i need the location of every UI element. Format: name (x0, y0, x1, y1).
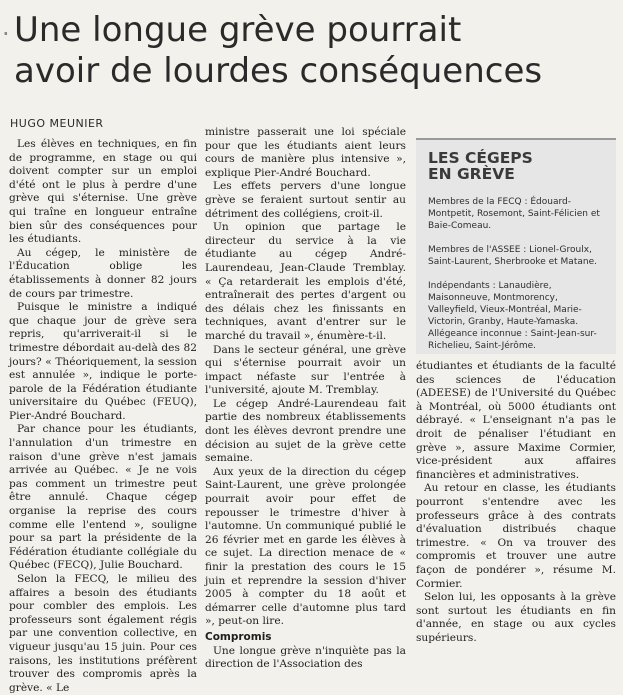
paragraph: Un opinion que partage le directeur du service à la vie étudiante au cégep André-Laurendeau, Jean-Claude Tremblay. « Ça retarderait les emplois d'été, entraînerait des pertes d'argent ou des délais chez les finissants en techniques, avant d'entrer sur le marché du travail », énumère-t-il. (205, 221, 406, 342)
byline: HUGO MEUNIER (10, 117, 104, 130)
paragraph: Puisque le ministre a indiqué que chaque jour de grève sera repris, qu'arriverait-il si le trimestre débordait au-delà des 82 jours? « Théoriquement, la session est annulée », indique le porte-parole de la Fédération étudiante universitaire du Québec (FEUQ), Pier-André Bouchard. (9, 301, 197, 422)
paragraph: Dans le secteur général, une grève qui s'éternise pourrait avoir un impact néfaste sur l'entrée à l'université, ajoute M. Tremblay. (205, 343, 406, 397)
sidebar-title (428, 150, 608, 182)
headline-line-2: avoir de lourdes conséquences (14, 51, 543, 91)
article-headline (2, 10, 614, 92)
sidebar-fecq-members: Membres de la FECQ : Édouard-Montpetit, Rosemont, Saint-Félicien et Baie-Comeau. (428, 197, 600, 231)
paragraph: Le cégep André-Laurendeau fait partie des nombreux établissements dont les élèves devront prendre une décision au sujet de la grève cette semaine. (205, 397, 406, 465)
paragraph: ministre passerait une loi spéciale pour que les étudiants aient leurs cours de manière plus intensive », explique Pier-André Bouchard. (205, 126, 406, 179)
sidebar-box (416, 138, 616, 354)
sidebar-independants: Indépendants : Lanaudière, Maisonneuve, Montmorency, Valleyfield, Vieux-Montréal, Marie-Victorin, Granby, Haute-Yamaska. (428, 281, 582, 327)
paragraph: Selon la FECQ, le milieu des affaires a besoin des étudiants pour combler des emplois. Les professeurs sont également régis par une convention collective, en vigueur jusqu'au 15 juin. Pour ces raisons, les institutions préfèrent trouver des compromis après la grève. « Le (9, 573, 197, 694)
paragraph: Aux yeux de la direction du cégep Saint-Laurent, une grève prolongée pourrait avoir pour effet de repousser le trimestre d'hiver à l'automne. Un communiqué publié le 26 février met en garde les élèves à ce sujet. La direction menace de « finir la prestation des cours le 15 juin et reprendre la session d'hiver 2005 à compter du 18 août et démarrer celle d'automne plus tard », peut-on lire. (205, 465, 406, 628)
article-column-1 (9, 138, 197, 694)
paragraph: étudiantes et étudiants de la faculté des sciences de l'éducation (ADEESE) de l'Université du Québec à Montréal, où 5000 étudiants ont débrayé. « L'enseignant n'a pas le droit de pénaliser l'étudiant en grève », assure Maxime Cormier, vice-président aux affaires financières et administratives. (416, 360, 616, 481)
section-subhead: Compromis (205, 630, 272, 643)
paragraph: Au retour en classe, les étudiants pourront s'entendre avec les professeurs grâce à des contrats d'évaluation distribués chaque trimestre. « On va trouver des compromis et trouver une autre façon de pondérer », résume M. Cormier. (416, 482, 616, 590)
headline-mark: · (2, 20, 10, 48)
article-column-2 (205, 126, 406, 671)
sidebar-assee-members: Membres de l'ASSEE : Lionel-Groulx, Saint-Laurent, Sherbrooke et Matane. (428, 245, 597, 267)
paragraph: Par chance pour les étudiants, l'annulation d'un trimestre en raison d'une grève n'est jamais arrivée au Québec. « Je ne vois pas comment un trimestre peut être annulé. Chaque cégep organise la reprise des cours comme elle l'entend », souligne pour sa part la présidente de la Fédération étudiante collégiale du Québec (FECQ), Julie Bouchard. (9, 423, 197, 572)
paragraph: Les effets pervers d'une longue grève se feraient surtout sentir au détriment des collégiens, croit-il. (205, 180, 406, 220)
paragraph: Au cégep, le ministère de l'Éducation oblige les établissements à donner 82 jours de cours par trimestre. (9, 246, 197, 300)
sidebar-title-line-2: EN GRÈVE (428, 165, 515, 183)
article-column-3 (416, 360, 616, 643)
headline-line-1: Une longue grève pourrait (14, 10, 462, 50)
sidebar-title-line-1: LES CÉGEPS (428, 149, 533, 167)
paragraph: Les élèves en techniques, en fin de programme, en stage ou qui doivent compter sur un emploi d'été ont le plus à perdre d'une grève qui s'éternise. Une grève qui traîne en longueur entraîne bien sûr des conséquences pour les étudiants. (9, 138, 197, 246)
sidebar-allegeance-inconnue: Allégeance inconnue : Saint-Jean-sur-Richelieu, Saint-Jérôme. (428, 329, 597, 351)
paragraph: Selon lui, les opposants à la grève sont surtout les étudiants en fin d'année, en stage ou aux cycles supérieurs. (416, 591, 616, 644)
paragraph: Une longue grève n'inquiète pas la direction de l'Association des (205, 644, 406, 671)
